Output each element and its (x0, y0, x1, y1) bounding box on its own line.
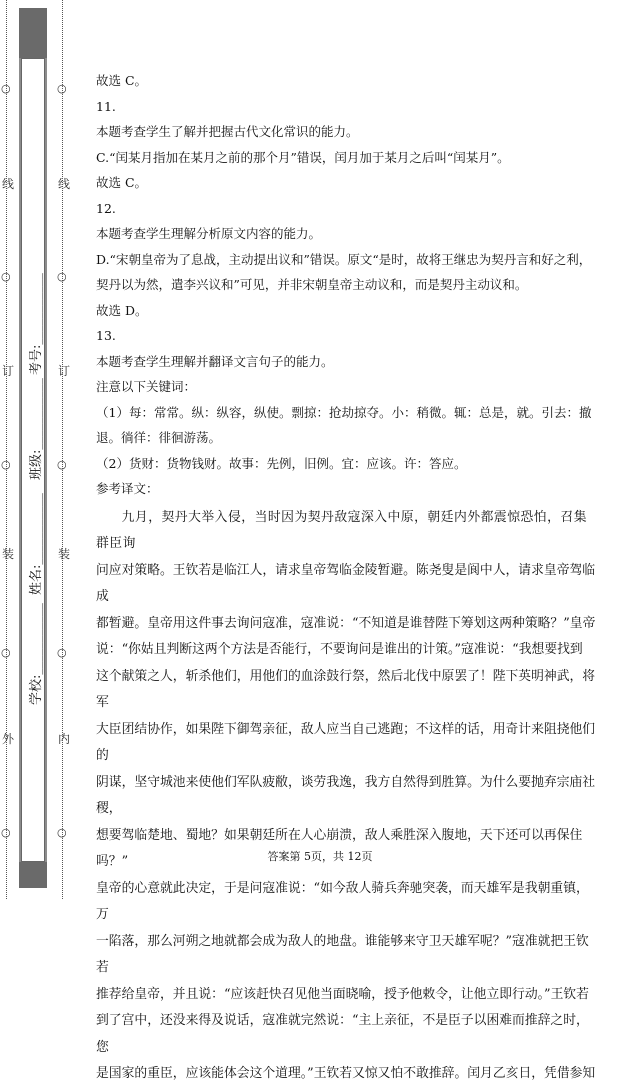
question-number: 11. (96, 98, 116, 114)
text-line: 本题考查学生理解并翻译文言句子的能力。 (96, 353, 334, 369)
binding-hole: ○ (1, 270, 11, 283)
text-line: 注意以下关键词： (96, 379, 197, 394)
inner-dotted-line (62, 0, 73, 899)
question-number: 13. (96, 328, 116, 343)
translation-line: 说：“你姑且判断这两个方法是否能行，不要询问是谁出的计策。”寇准说：“我想要找到 (96, 642, 583, 657)
text-line: （1）每：常常。纵：纵容，纵使。剽掠：抢劫掠夺。小：稍微。辄：总是，就。引去：撤 (96, 404, 592, 420)
binding-hole: ○ (57, 82, 67, 95)
answer-content (96, 68, 596, 1088)
translation-line: 九月，契丹大举入侵，当时因为契丹敌寇深入中原，朝廷内外都震惊恐怕，召集群臣询 (96, 509, 587, 551)
translation-line: 一陷落，那么河朔之地就都会成为敌人的地盘。谁能够来守卫天雄军呢？”寇准就把王钦若 (96, 933, 589, 975)
translation-line: 都暂避。皇帝用这件事去询问寇准，寇准说：“不知道是谁替陛下筹划这两种策略？”皇帝 (96, 615, 596, 631)
school-label: 学校:___________ (29, 603, 44, 705)
text-line: C.“闰某月指加在某月之前的那个月”错误，闰月加于某月之后叫“闰某月”。 (96, 149, 510, 165)
text-line: 故选 C。 (96, 175, 148, 190)
translation-line: 大臣团结协作，如果陛下御驾亲征，敌人应当自己逃跑；不这样的话，用奇计来阻挠他们的 (96, 721, 596, 763)
page-footer: 答案第 5页，共 12页 (267, 850, 373, 863)
text-line: （2）货财：货物钱财。故事：先例，旧例。宜：应该。许：答应。 (96, 455, 467, 471)
text-line: 故选 D。 (96, 302, 148, 318)
inner-char: 内 (58, 732, 71, 746)
text-line: 本题考查学生理解分析原文内容的能力。 (96, 226, 322, 241)
binding-margin (0, 0, 76, 899)
name-label: 姓名:___________ (29, 493, 44, 595)
binding-hole: ○ (57, 826, 67, 839)
translation-block (96, 505, 596, 1088)
outer-char: 装 (2, 547, 15, 561)
outer-char: 外 (2, 732, 15, 746)
class-label: 班级:___________ (29, 378, 44, 480)
text-line: 契丹以为然，遣李兴议和”可见，并非宋朝皇帝主动议和，而是契丹主动议和。 (96, 277, 528, 292)
inner-char: 线 (58, 177, 71, 191)
outer-dotted-line (6, 0, 17, 899)
translation-line: 问应对策略。王钦若是临江人，请求皇帝驾临金陵暂避。陈尧叟是阆中人，请求皇帝驾临成 (96, 562, 596, 604)
outer-char: 线 (2, 177, 15, 191)
binding-hole: ○ (57, 458, 67, 471)
translation-line: 是国家的重臣，应该能体会这个道理。”王钦若又惊又怕不敢推辞。闰月乙亥日，凭借参知 (96, 1066, 596, 1081)
binding-hole: ○ (1, 826, 11, 839)
text-line: 参考译文： (96, 481, 159, 496)
translation-line: 想要驾临楚地、蜀地？如果朝廷所在人心崩溃，敌人乘胜深入腹地，天下还可以再保住吗？” (96, 827, 583, 869)
binding-hole: ○ (57, 646, 67, 659)
question-number: 12. (96, 200, 116, 216)
translation-line: 皇帝的心意就此决定，于是问寇准说：“如今敌人骑兵奔驰突袭，而天雄军是我朝重镇，万 (96, 880, 589, 922)
text-line: 本题考查学生了解并把握古代文化常识的能力。 (96, 124, 359, 139)
inner-char: 装 (58, 547, 71, 561)
binding-hole: ○ (1, 458, 11, 471)
translation-line: 阴谋，坚守城池来使他们军队疲敝，谈劳我逸，我方自然得到胜算。为什么要抛弃宗庙社稷， (96, 774, 596, 816)
text-line: 故选 C。 (96, 73, 148, 88)
translation-line: 到了宫中，还没来得及说话，寇准就完然说：“主上亲征，不是臣子以困难而推辞之时，您 (96, 1013, 589, 1055)
outer-char: 订 (2, 364, 15, 378)
binding-hole: ○ (1, 82, 11, 95)
binding-hole: ○ (57, 270, 67, 283)
inner-char: 订 (58, 364, 71, 378)
translation-line: 这个献策之人，斩杀他们，用他们的血涂鼓行祭，然后北伐中原罢了！陛下英明神武，将军 (96, 668, 596, 710)
exam-number-label: 考号:___________ (29, 273, 44, 375)
text-line: D.“宋朝皇帝为了息战，主动提出议和”错误。原文“是时，故将王继忠为契丹言和好之利， (96, 251, 592, 267)
binding-hole: ○ (1, 646, 11, 659)
translation-line: 推荐给皇帝，并且说：“应该赶快召见他当面晓喻，授予他敕令，让他立即行动。”王钦若 (96, 986, 589, 1002)
text-line: 退。徜徉：徘徊游荡。 (96, 430, 222, 445)
